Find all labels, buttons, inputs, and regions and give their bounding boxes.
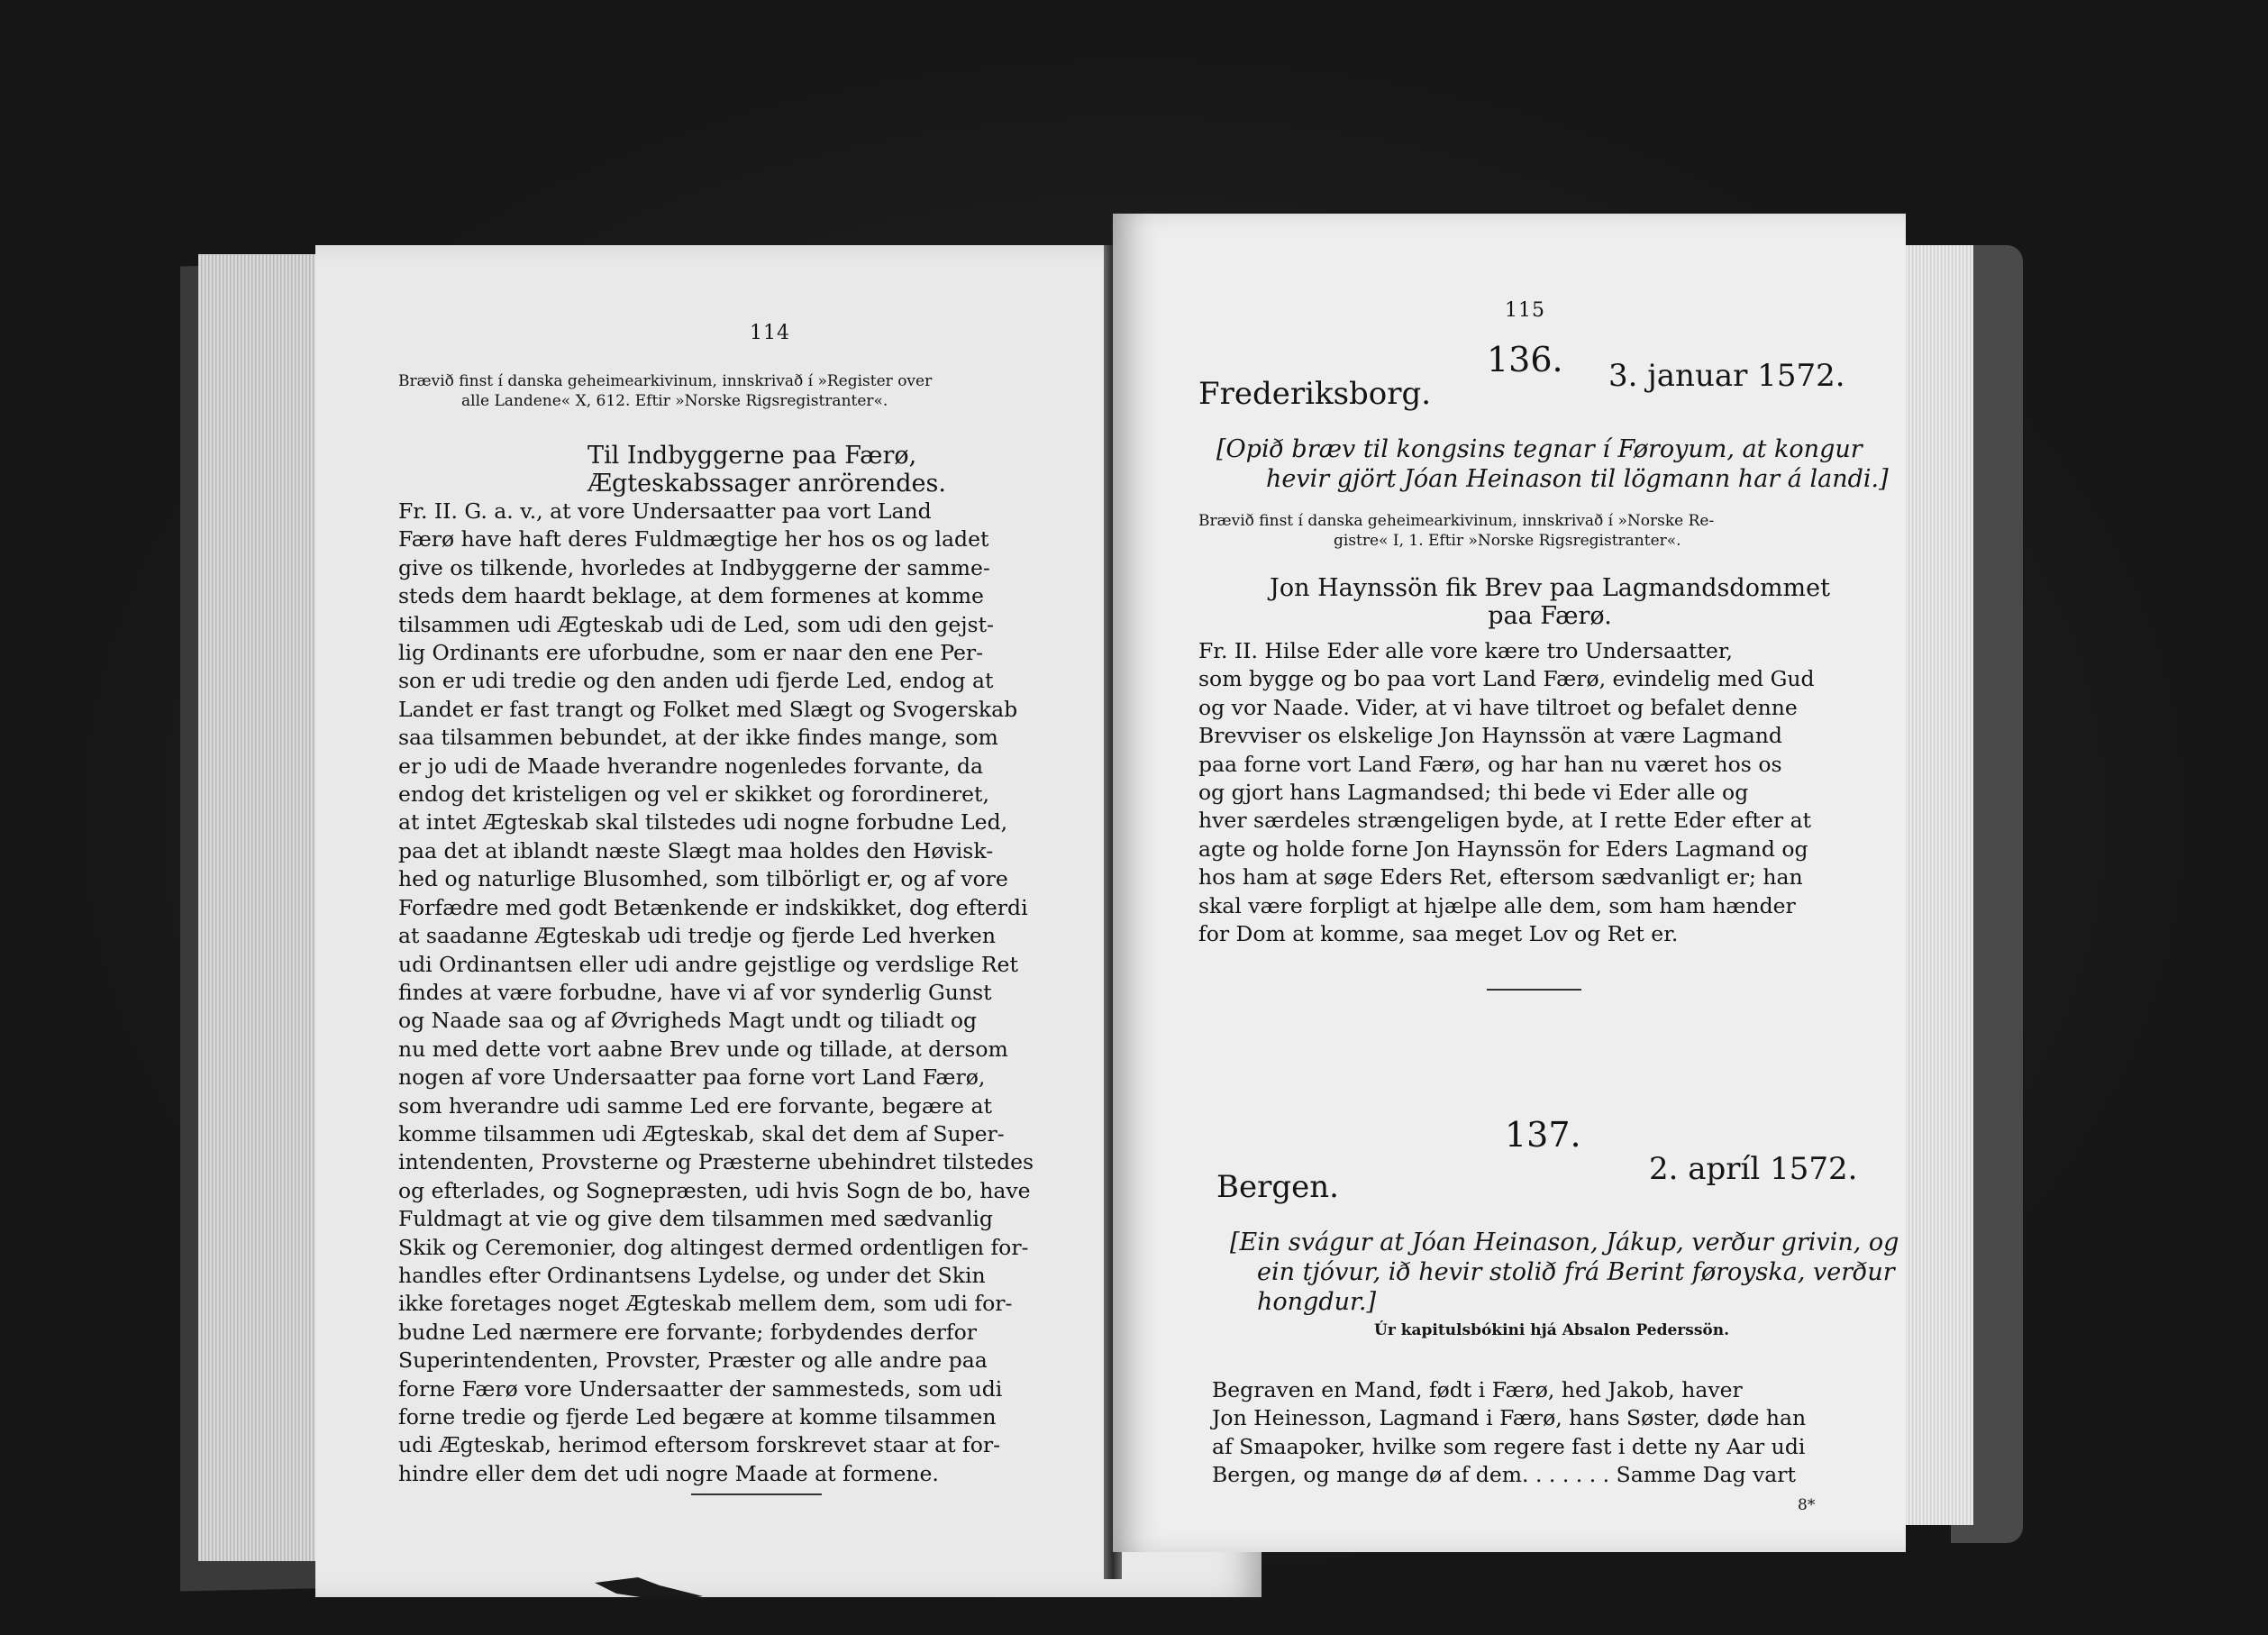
body-line: budne Led nærmere ere forvante; forbydendes derfor [398, 1319, 978, 1345]
body-line: paa det at iblandt næste Slægt maa holdes den Høvisk- [398, 837, 994, 863]
body-line: komme tilsammen udi Ægteskab, skal det dem af Super- [398, 1120, 1005, 1146]
body-line: give os tilkende, hvorledes at Indbyggerne der samme- [398, 554, 990, 580]
body-line: at saadanne Ægteskab udi tredje og fjerde Led hverken [398, 923, 996, 949]
body-line: intendenten, Provsterne og Præsterne ubehindret tilstedes [398, 1149, 1034, 1175]
document-summary [1230, 1228, 1899, 1317]
right-page [1113, 214, 1906, 1552]
source-note [398, 371, 1173, 411]
summary-line: [Ein svágur at Jóan Heinason, Jákup, verður grivin, og [1230, 1229, 1899, 1256]
document-date: 3. januar 1572. [1608, 358, 1845, 394]
body-line: udi Ægteskab, herimod eftersom forskrevet staar at for- [398, 1432, 1001, 1458]
document-summary [1216, 434, 1889, 494]
body-line: Skik og Ceremonier, dog altingest dermed ordentligen for- [398, 1234, 1029, 1260]
heading-line: Til Indbyggerne paa Færø, [587, 442, 917, 470]
source-note [1198, 511, 1714, 551]
page-number: 114 [750, 322, 790, 344]
body-line: agte og holde forne Jon Haynssön for Eders Lagmand og [1198, 836, 1808, 862]
body-line: lig Ordinants ere uforbudne, som er naar den ene Per- [398, 640, 984, 666]
body-line: Superintendenten, Provster, Præster og alle andre paa [398, 1347, 988, 1374]
body-line: og gjort hans Lagmandsed; thi bede vi Eder alle og [1198, 780, 1749, 806]
body-line: Færø have haft deres Fuldmægtige her hos os og ladet [398, 526, 989, 553]
heading-line: Ægteskabssager anrörendes. [587, 470, 946, 498]
body-line: Fr. II. Hilse Eder alle vore kære tro Undersaatter, [1198, 638, 1733, 663]
body-line: hindre eller dem det udi nogre Maade at formene. [398, 1460, 939, 1486]
summary-line: hongdur.] [1257, 1288, 1377, 1316]
document-place: Frederiksborg. [1198, 376, 1432, 412]
summary-line: [Opið bræv til kongsins tegnar í Føroyum, at kongur [1216, 435, 1863, 463]
document-number: 137. [1505, 1115, 1581, 1155]
body-line: og Naade saa og af Øvrigheds Magt undt og tiliadt og [398, 1008, 978, 1034]
source-note-line: alle Landene« X, 612. Eftir »Norske Rigsregistranter«. [461, 392, 888, 410]
heading-line: paa Færø. [1488, 602, 1612, 630]
source-note-line: Brævið finst í danska geheimearkivinum, innskrivað í »Register over [398, 372, 933, 390]
letter-body [1212, 1376, 1879, 1490]
body-line: ikke foretages noget Ægteskab mellem dem, som udi for- [398, 1291, 1013, 1317]
body-line: Fr. II. G. a. v., at vore Undersaatter paa vort Land [398, 498, 932, 524]
body-line: endog det kristeligen og vel er skikket og forordineret, [398, 781, 989, 808]
letter-heading [587, 442, 946, 498]
body-line: Jon Heinesson, Lagmand i Færø, hans Søster, døde han [1212, 1405, 1807, 1431]
body-line: Fuldmagt at vie og give dem tilsammen med sædvanlig [398, 1206, 993, 1232]
heading-line: Jon Haynssön fik Brev paa Lagmandsdommet [1270, 574, 1830, 602]
document-place: Bergen. [1216, 1169, 1339, 1205]
open-book [149, 245, 2023, 1597]
body-line: nogen af vore Undersaatter paa forne vort Land Færø, [398, 1064, 986, 1091]
body-line: Landet er fast trangt og Folket med Slægt og Svogerskab [398, 696, 1018, 722]
body-line: udi Ordinantsen eller udi andre gejstlige og verdslige Ret [398, 951, 1018, 977]
body-line: hos ham at søge Eders Ret, eftersom sædvanligt er; han [1198, 864, 1803, 891]
body-line: steds dem haardt beklage, at dem formenes at komme [398, 583, 984, 609]
section-divider [1487, 989, 1581, 991]
body-line: Brevviser os elskelige Jon Haynssön at være Lagmand [1198, 723, 1782, 749]
body-line: som bygge og bo paa vort Land Færø, evindelig med Gud [1198, 666, 1815, 692]
body-line: af Smaapoker, hvilke som regere fast i dette ny Aar udi [1212, 1433, 1806, 1459]
body-line: som hverandre udi samme Led ere forvante, begære at [398, 1092, 992, 1119]
document-date: 2. apríl 1572. [1649, 1151, 1858, 1187]
body-line: forne Færø vore Undersaatter der sammesteds, som udi [398, 1375, 1003, 1402]
body-line: for Dom at komme, saa meget Lov og Ret er. [1198, 921, 1679, 947]
body-line: forne tredie og fjerde Led begære at komme tilsammen [398, 1404, 997, 1429]
body-line: tilsammen udi Ægteskab udi de Led, som udi den gejst- [398, 611, 994, 637]
body-line: at intet Ægteskab skal tilstedes udi nogne forbudne Led, [398, 809, 1008, 836]
source-note-line: gistre« I, 1. Eftir »Norske Rigsregistranter«. [1334, 532, 1681, 550]
body-line: paa forne vort Land Færø, og har han nu været hos os [1198, 751, 1782, 777]
document-number: 136. [1487, 340, 1563, 379]
body-line: er jo udi de Maade hverandre nogenledes forvante, da [398, 753, 984, 779]
signature-mark: 8* [1798, 1496, 1816, 1514]
body-line: findes at være forbudne, have vi af vor synderlig Gunst [398, 979, 992, 1005]
letter-heading [1252, 574, 1847, 630]
body-line: son er udi tredie og den anden udi fjerde Led, endog at [398, 668, 994, 694]
body-line: handles efter Ordinantsens Lydelse, og under det Skin [398, 1262, 986, 1288]
body-line: saa tilsammen bebundet, at der ikke findes mange, som [398, 725, 998, 751]
body-line: og efterlades, og Sognepræsten, udi hvis Sogn de bo, have [398, 1177, 1031, 1203]
body-line: Begraven en Mand, født i Færø, hed Jakob, haver [1212, 1377, 1743, 1402]
body-line: Bergen, og mange dø af dem. . . . . . . Samme Dag vart [1212, 1462, 1796, 1488]
letter-body [398, 498, 1173, 1488]
body-line: og vor Naade. Vider, at vi have tiltroet og befalet denne [1198, 694, 1798, 720]
body-line: hed og naturlige Blusomhed, som tilbörligt er, og af vore [398, 866, 1008, 892]
summary-line: ein tjóvur, ið hevir stolið frá Berint føroyska, verður [1257, 1258, 1895, 1286]
body-line: Forfædre med godt Betænkende er indskikket, dog efterdi [398, 894, 1028, 920]
page-stain [595, 1575, 703, 1597]
body-line: nu med dette vort aabne Brev unde og tillade, at dersom [398, 1036, 1008, 1062]
source-note: Úr kapitulsbókini hjá Absalon Pederssön. [1374, 1321, 1730, 1339]
section-divider [691, 1493, 822, 1495]
source-note-line: Brævið finst í danska geheimearkivinum, innskrivað í »Norske Re- [1198, 512, 1715, 530]
page-number: 115 [1505, 299, 1545, 322]
letter-body [1198, 637, 1861, 948]
summary-line: hevir gjört Jóan Heinason til lögmann har á landi.] [1266, 465, 1889, 493]
body-line: hver særdeles strængeligen byde, at I rette Eder efter at [1198, 808, 1812, 834]
body-line: skal være forpligt at hjælpe alle dem, som ham hænder [1198, 892, 1796, 918]
